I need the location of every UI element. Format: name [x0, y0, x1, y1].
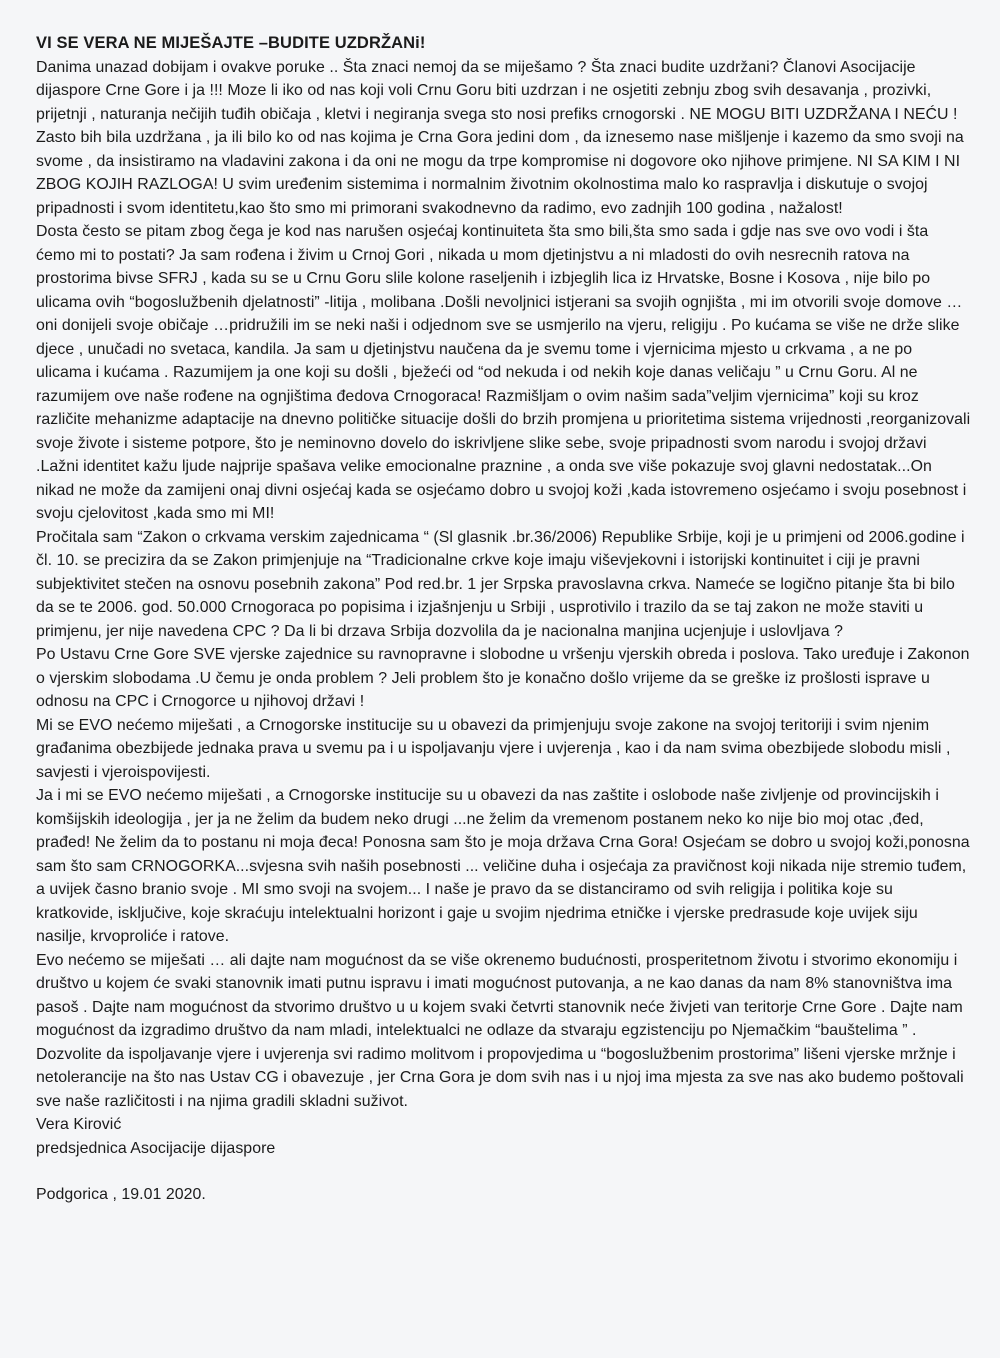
- paragraph-1: Danima unazad dobijam i ovakve poruke .. Šta znaci nemoj da se miješamo ? Šta znaci budite uzdržani? Članovi Asocijacije dijaspore Crne Gore i ja !!! Moze li iko od nas koji voli Crnu Goru biti uzdrzan i ne osjetiti zebnju zbog svih desavanja , prozivki, prijetnji , naturanja nečijih tuđih običaja , kletvi i negiranja svega sto nosi prefiks crnogorski . NE MOGU BITI UZDRŽANA I NEĆU ! Zasto bih bila uzdržana , ja ili bilo ko od nas kojima je Crna Gora jedini dom , da iznesemo nase mišljenje i kazemo da smo svoji na svome , da insistiramo na vladavini zakona i da oni ne mogu da trpe kompromise ni dogovore oko njihove primjene. NI SA KIM I NI ZBOG KOJIH RAZLOGA! U svim uređenim sistemima i normalnim životnim okolnostima malo ko raspravlja i diskutuje o svojoj pripadnosti i svom identitetu,kao što smo mi primorani svakodnevno da radimo, evo zadnjih 100 godina , nažalost!: [36, 58, 964, 217]
- letter-title: VI SE VERA NE MIJEŠAJTE –BUDITE UZDRŽANi!: [36, 34, 426, 52]
- paragraph-3: Pročitala sam “Zakon o crkvama verskim zajednicama “ (Sl glasnik .br.36/2006) Republike Srbije, koji je u primjeni od 2006.godine i čl. 10. se precizira da se Zakon primjenjuje na “Tradicionalne crkve koje imaju viševjekovni i istorijski kontinuitet i ciji je pravni subjektivitet stečen na osnovu posebnih zakona” Pod red.br. 1 jer Srpska pravoslavna crkva. Nameće se logično pitanje šta bi bilo da se te 2006. god. 50.000 Crnogoraca po popisima i izjašnjenju u Srbiji , usprotivilo i trazilo da se taj zakon ne može staviti u primjenu, jer nije navedena CPC ? Da li bi drzava Srbija dozvolila da je nacionalna manjina ucjenjuje i uslovljava ?: [36, 528, 965, 640]
- signature-role: predsjednica Asocijacije dijaspore: [36, 1139, 276, 1157]
- letter-body: [36, 32, 971, 1207]
- paragraph-4: Po Ustavu Crne Gore SVE vjerske zajednice su ravnopravne i slobodne u vršenju vjerskih obreda i poslova. Tako uređuje i Zakonon o vjerskim slobodama .U čemu je onda problem ? Jeli problem što je konačno došlo vrijeme da se greške iz prošlosti isprave u odnosu na CPC i Crnogorce u njihovoj državi !: [36, 646, 970, 710]
- paragraph-5: Mi se EVO nećemo miješati , a Crnogorske institucije su u obavezi da primjenjuju svoje zakone na svojoj teritoriji i svim njenim građanima obezbijede jednaka prava u svemu pa i u ispoljavanju vjere i uvjerenja , kao i da nam svima obezbijede slobodu misli , savjesti i vjeroispovijesti.: [36, 716, 951, 781]
- paragraph-7: Evo nećemo se miješati … ali dajte nam mogućnost da se više okrenemo budućnosti, prosperitetnom životu i stvorimo ekonomiju i društvo u kojem će svaki stanovnik imati putnu ispravu i imati mogućnost putovanja, a ne kao danas da nam 8% stanovništva ima pasoš . Dajte nam mogućnost da stvorimo društvo u u kojem svaki četvrti stanovnik neće živjeti van teritorje Crne Gore . Dajte nam mogućnost da izgradimo društvo da nam mladi, intelektualci ne odlaze da stvaraju egzistenciju po Njemačkim “bauštelima ” . Dozvolite da ispoljavanje vjere i uvjerenja svi radimo molitvom i propovjedima u “bogoslužbenim prostorima” lišeni vjerske mržnje i netolerancije na što nas Ustav CG i obavezuje , jer Crna Gora je dom svih nas i u njoj ima mjesta za sve nas ako budemo poštovali sve naše različitosti i na njima gradili skladni suživot.: [36, 951, 964, 1110]
- place-date: Podgorica , 19.01 2020.: [36, 1186, 206, 1203]
- paragraph-2: Dosta često se pitam zbog čega je kod nas narušen osjećaj kontinuiteta šta smo bili,šta smo sada i gdje nas sve ovo vodi i šta ćemo mi to postati? Ja sam rođena i živim u Crnoj Gori , nikada u mom djetinjstvu a ni mladosti do ovih nesrecnih ratova na prostorima bivse SFRJ , kada su se u Crnu Goru slile kolone raseljenih i izbjeglih lica iz Hrvatske, Bosne i Kosova , nije bilo po ulicama ovih “bogoslužbenih djelatnosti” -litija , molibana .Došli nevoljnici istjerani sa svojih ognjišta , mi im otvorili svoje domove …oni donijeli svoje običaje …pridružili im se neki naši i odjednom sve se usmjerilo na vjeru, religiju . Po kućama se više ne drže slike djece , unučadi no svetaca, kandila. Ja sam u djetinjstvu naučena da je svemu tome i vjernicima mjesto u crkvama , a ne po ulicama i kućama . Razumijem ja one koji su došli , bježeći od “od nekuda i od nekih koje danas veličaju ” u Crnu Goru. Al ne razumijem ove naše rođene na ognjištima đedova Crnogoraca! Razmišljam o ovim našim sada”veljim vjernicima” koji su kroz različite mehanizme adaptacije na dnevno političke situacije došli do brzih promjena u prioritetima sistema vrijednosti ,reorganizovali svoje živote i sisteme potpore, što je neminovno dovelo do iskrivljene slike sebe, svoje pripadnosti svom narodu i svojoj državi .Lažni identitet kažu ljude najprije spašava velike emocionalne praznine , a onda sve više pokazuje svoj glavni nedostatak...On nikad ne može da zamijeni onaj divni osjećaj kada se osjećamo dobro u svojoj koži ,kada istovremeno osjećamo i svoju posebnost i svoju cjelovitost ,kada smo mi MI!: [36, 223, 971, 522]
- signature-name: Vera Kirović: [36, 1116, 122, 1133]
- paragraph-6: Ja i mi se EVO nećemo miješati , a Crnogorske institucije su u obavezi da nas zaštite i oslobode naše zivljenje od provincijskih i komšijskih ideologija , jer ja ne želim da budem neko drugi ...ne želim da vremenom postanem neko ko nije bio moj otac ,đed, prađed! Ne želim da to postanu ni moja đeca! Ponosna sam što je moja država Crna Gora! Osjećam se dobro u svojoj koži,ponosna sam što sam CRNOGORKA...svjesna svih naših posebnosti ... veličine duha i osjećaja za pravičnost koji nikada nije stremio tuđem, a uvijek časno branio svoje . MI smo svoji na svojem... I naše je pravo da se distanciramo od svih religija i politika koje su kratkovide, isključive, koje skraćuju intelektualni horizont i gaje u svojim njedrima etničke i vjerske predrasude koje uvijek siju nasilje, krvoproliće i ratove.: [36, 787, 970, 945]
